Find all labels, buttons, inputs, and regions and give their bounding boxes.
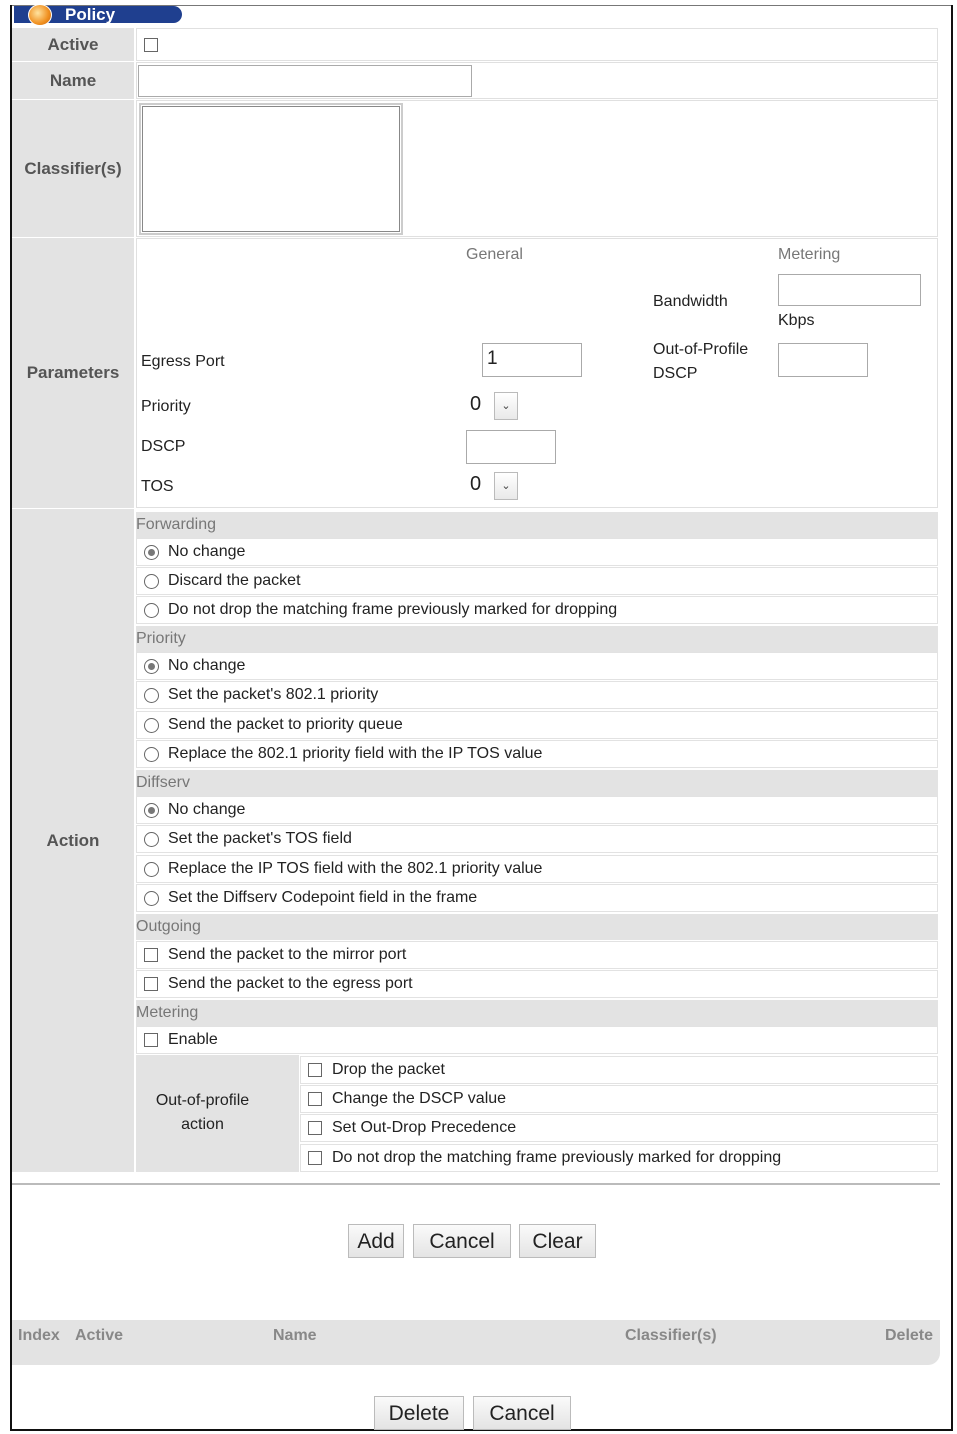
bandwidth-input[interactable] xyxy=(778,274,921,306)
forwarding-radio-no-change[interactable] xyxy=(144,545,159,560)
divider xyxy=(12,1183,940,1185)
priority-option-label: Set the packet's 802.1 priority xyxy=(168,686,379,703)
chevron-down-icon: ⌄ xyxy=(494,392,518,420)
table-cancel-button[interactable]: Cancel xyxy=(473,1396,571,1430)
priority-option-row[interactable] xyxy=(136,740,938,768)
metering-enable-row[interactable] xyxy=(136,1026,938,1054)
priority-radio-replace-tos[interactable] xyxy=(144,747,159,762)
priority-option-row[interactable] xyxy=(136,652,938,680)
oop-option-row[interactable] xyxy=(300,1114,938,1142)
oop-option-row[interactable] xyxy=(300,1085,938,1113)
clear-button[interactable]: Clear xyxy=(519,1224,596,1258)
oop-option-row[interactable] xyxy=(300,1144,938,1172)
priority-header: Priority xyxy=(136,626,938,652)
egress-port-input[interactable]: 1 xyxy=(482,343,582,377)
oop-change-dscp-checkbox[interactable] xyxy=(308,1092,322,1106)
oop-option-row[interactable] xyxy=(300,1056,938,1084)
diffserv-radio-codepoint[interactable] xyxy=(144,891,159,906)
add-button[interactable]: Add xyxy=(348,1224,404,1258)
forwarding-option-row[interactable] xyxy=(136,567,938,595)
oop-action-label-line1: Out-of-profile xyxy=(155,1092,250,1109)
oop-do-not-drop-checkbox[interactable] xyxy=(308,1151,322,1165)
delete-button[interactable]: Delete xyxy=(374,1396,464,1430)
forwarding-option-row[interactable] xyxy=(136,538,938,566)
name-input[interactable] xyxy=(138,65,472,97)
oop-dscp-label-line1: Out-of-Profile xyxy=(653,341,749,358)
priority-radio-no-change[interactable] xyxy=(144,659,159,674)
priority-option-label: Replace the 802.1 priority field with the IP TOS value xyxy=(168,745,543,762)
general-header: General xyxy=(466,246,523,263)
diffserv-option-row[interactable] xyxy=(136,884,938,912)
outgoing-header: Outgoing xyxy=(136,914,938,940)
metering-header: Metering xyxy=(778,246,841,263)
priority-select-value: 0 xyxy=(470,393,482,415)
chevron-down-icon: ⌄ xyxy=(494,472,518,500)
forwarding-option-label: Discard the packet xyxy=(168,572,301,589)
forwarding-option-row[interactable] xyxy=(136,596,938,624)
metering-enable-label: Enable xyxy=(168,1031,218,1048)
outgoing-mirror-checkbox[interactable] xyxy=(144,948,158,962)
diffserv-option-row[interactable] xyxy=(136,855,938,883)
priority-label: Priority xyxy=(141,398,191,415)
diffserv-radio-set-tos[interactable] xyxy=(144,832,159,847)
diffserv-option-label: Replace the IP TOS field with the 802.1 priority value xyxy=(168,860,543,877)
priority-radio-queue[interactable] xyxy=(144,718,159,733)
priority-radio-set-8021[interactable] xyxy=(144,688,159,703)
diffserv-option-label: Set the packet's TOS field xyxy=(168,830,352,847)
oop-drop-checkbox[interactable] xyxy=(308,1063,322,1077)
metering-header: Metering xyxy=(136,1000,938,1026)
outgoing-option-label: Send the packet to the egress port xyxy=(168,975,413,992)
column-classifiers: Classifier(s) xyxy=(625,1327,717,1344)
diffserv-option-label: No change xyxy=(168,801,246,818)
diffserv-header: Diffserv xyxy=(136,770,938,796)
panel-title: Policy xyxy=(65,5,116,24)
tos-select[interactable] xyxy=(466,470,518,504)
cancel-button[interactable]: Cancel xyxy=(413,1224,511,1258)
forwarding-option-label: No change xyxy=(168,543,246,560)
forwarding-header: Forwarding xyxy=(136,512,938,538)
panel-title-bar xyxy=(14,6,182,23)
priority-option-row[interactable] xyxy=(136,711,938,739)
forwarding-radio-do-not-drop[interactable] xyxy=(144,603,159,618)
priority-select[interactable] xyxy=(466,390,518,424)
active-cell xyxy=(136,28,938,61)
oop-action-label-line2: action xyxy=(181,1116,224,1133)
orb-icon xyxy=(28,4,52,26)
tos-select-value: 0 xyxy=(470,473,482,495)
classifiers-label: Classifier(s) xyxy=(12,100,134,237)
diffserv-option-row[interactable] xyxy=(136,825,938,853)
priority-option-label: No change xyxy=(168,657,246,674)
outgoing-egress-checkbox[interactable] xyxy=(144,977,158,991)
oop-dscp-input[interactable] xyxy=(778,343,868,377)
forwarding-radio-discard[interactable] xyxy=(144,574,159,589)
policy-table-header xyxy=(12,1320,940,1365)
tos-label: TOS xyxy=(141,478,174,495)
dscp-input[interactable] xyxy=(466,430,556,464)
column-index: Index xyxy=(18,1327,60,1344)
dscp-label: DSCP xyxy=(141,438,186,455)
diffserv-option-row[interactable] xyxy=(136,796,938,824)
name-cell xyxy=(136,62,938,99)
priority-option-label: Send the packet to priority queue xyxy=(168,716,403,733)
oop-option-label: Set Out-Drop Precedence xyxy=(332,1119,517,1136)
diffserv-radio-no-change[interactable] xyxy=(144,803,159,818)
bandwidth-unit: Kbps xyxy=(778,312,815,329)
active-label: Active xyxy=(12,28,134,61)
column-active: Active xyxy=(75,1327,124,1344)
outgoing-option-label: Send the packet to the mirror port xyxy=(168,946,407,963)
bandwidth-label: Bandwidth xyxy=(653,293,728,310)
oop-option-label: Do not drop the matching frame previously marked for dropping xyxy=(332,1149,782,1166)
classifiers-cell xyxy=(136,100,938,237)
parameters-label: Parameters xyxy=(12,238,134,508)
action-label: Action xyxy=(12,509,134,1172)
oop-dscp-label-line2: DSCP xyxy=(653,365,698,382)
diffserv-option-label: Set the Diffserv Codepoint field in the frame xyxy=(168,889,478,906)
oop-action-label-cell xyxy=(136,1055,299,1172)
outgoing-option-row[interactable] xyxy=(136,970,938,998)
column-delete: Delete xyxy=(885,1327,934,1344)
oop-option-label: Change the DSCP value xyxy=(332,1090,507,1107)
egress-port-label: Egress Port xyxy=(141,353,225,370)
forwarding-option-label: Do not drop the matching frame previously marked for dropping xyxy=(168,601,618,618)
diffserv-radio-replace-8021[interactable] xyxy=(144,862,159,877)
classifiers-listbox[interactable] xyxy=(139,103,403,235)
oop-out-drop-checkbox[interactable] xyxy=(308,1121,322,1135)
oop-option-label: Drop the packet xyxy=(332,1061,445,1078)
active-checkbox[interactable] xyxy=(144,38,158,52)
column-name: Name xyxy=(273,1327,317,1344)
priority-option-row[interactable] xyxy=(136,681,938,709)
name-label: Name xyxy=(12,62,134,99)
outgoing-option-row[interactable] xyxy=(136,941,938,969)
metering-enable-checkbox[interactable] xyxy=(144,1033,158,1047)
